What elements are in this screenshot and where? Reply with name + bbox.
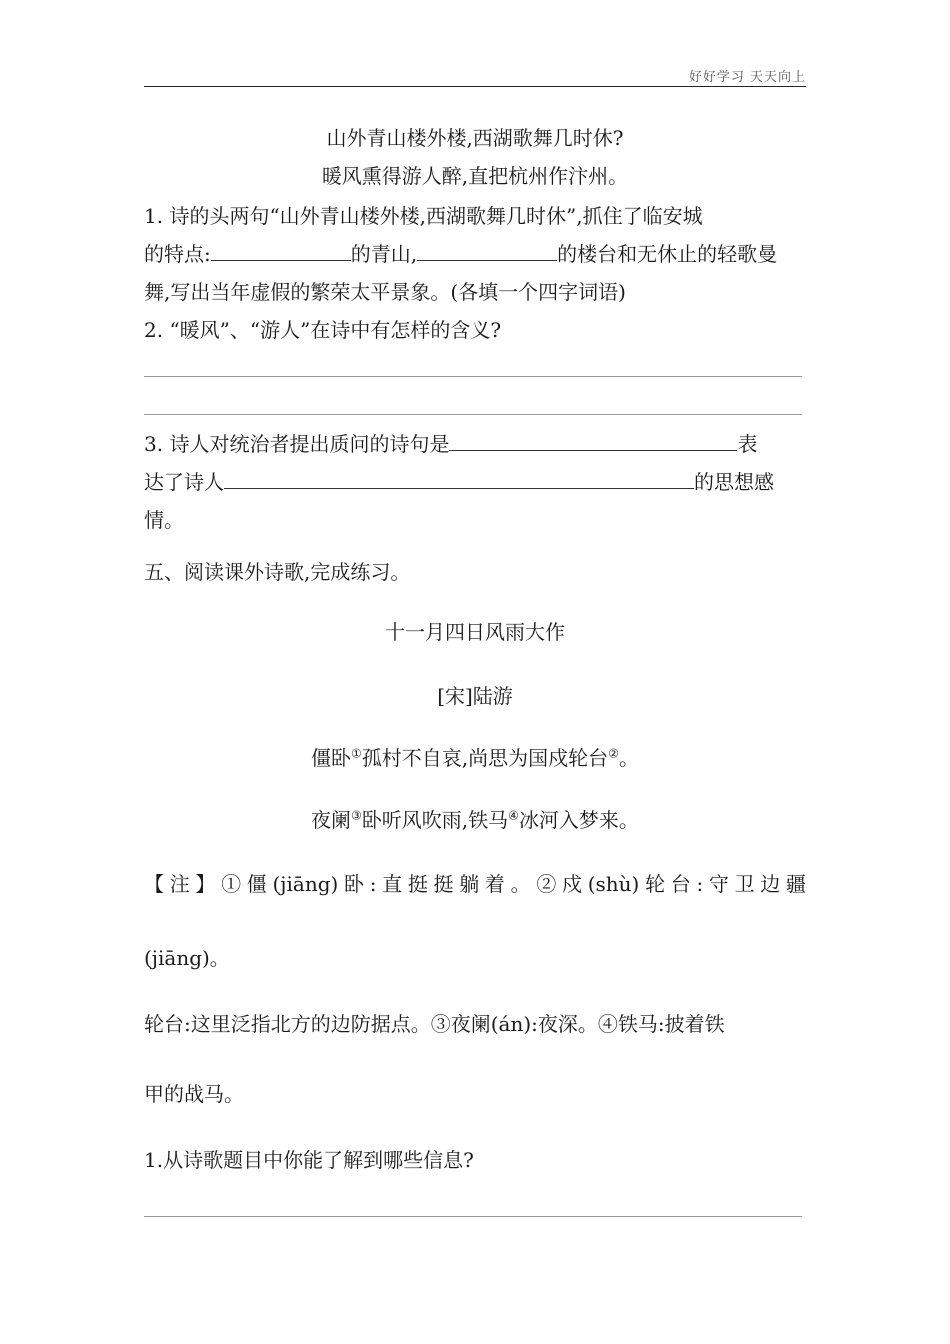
- page-header-motto: 好好学习 天天向上: [688, 70, 806, 85]
- q3-line1-suffix: 表: [737, 432, 758, 456]
- poem2-line2-c: 冰河入梦来。: [518, 808, 639, 832]
- poem1-line2: 暖风熏得游人醉,直把杭州作汴州。: [321, 164, 629, 188]
- footnote-marker-2: ②: [608, 746, 619, 761]
- footnote-marker-1: ①: [351, 746, 362, 761]
- poem2-line2-b: 卧听风吹雨,铁马: [361, 808, 509, 832]
- poem2-line1-b: 孤村不自哀,尚思为国戍轮台: [361, 746, 609, 770]
- q1-line2-middle: 的青山,: [350, 242, 418, 266]
- q3-line2-suffix: 的思想感: [694, 470, 774, 494]
- q2-answer-line-2[interactable]: [144, 414, 802, 415]
- poem2-line2-a: 夜阑: [311, 808, 352, 832]
- poem2-line1-a: 僵卧: [311, 746, 352, 770]
- q1-line2: [144, 242, 806, 266]
- q3-line1: [144, 432, 806, 456]
- poem2-author: [宋]陆游: [437, 684, 513, 708]
- notes-line3: 轮台:这里泛指北方的边防据点。③夜阑(án):夜深。④铁马:披着铁: [144, 1012, 725, 1036]
- q3-line2: [144, 470, 806, 494]
- q1-line3: 舞,写出当年虚假的繁荣太平景象。(各填一个四字词语): [144, 280, 626, 304]
- q1-line2-prefix: 的特点:: [144, 242, 211, 266]
- footnote-marker-3: ③: [351, 808, 362, 823]
- q1-line2-suffix: 的楼台和无休止的轻歌曼: [557, 242, 778, 266]
- q3-line1-prefix: 3. 诗人对统治者提出质问的诗句是: [144, 432, 450, 456]
- q3-blank-2[interactable]: [224, 470, 694, 489]
- poem1-line1: 山外青山楼外楼,西湖歌舞几时休?: [326, 126, 624, 150]
- q2-answer-line-1[interactable]: [144, 376, 802, 377]
- p2-q1-answer-line[interactable]: [144, 1216, 802, 1217]
- p2-q1-text: 1.从诗歌题目中你能了解到哪些信息?: [144, 1148, 474, 1172]
- q2-text: 2. “暖风”、“游人”在诗中有怎样的含义?: [144, 318, 502, 342]
- section5-heading: 五、阅读课外诗歌,完成练习。: [144, 560, 411, 584]
- poem2-line1-c: 。: [618, 746, 639, 770]
- poem2-line2: [144, 808, 806, 832]
- footnote-marker-4: ④: [508, 808, 519, 823]
- header-rule: [144, 86, 806, 87]
- q1-blank-1[interactable]: [211, 242, 351, 261]
- q3-line3: 情。: [144, 508, 184, 532]
- notes-line1: 【注】①僵(jiāng)卧:直挺挺躺着。②戍(shù)轮台:守卫边疆: [144, 872, 806, 896]
- poem2-title: 十一月四日风雨大作: [385, 620, 565, 644]
- notes-line4: 甲的战马。: [144, 1082, 244, 1106]
- poem2-line1: [144, 746, 806, 770]
- q3-line2-prefix: 达了诗人: [144, 470, 224, 494]
- q3-blank-1[interactable]: [449, 432, 737, 451]
- q1-blank-2[interactable]: [417, 242, 557, 261]
- q1-line1: 1. 诗的头两句“山外青山楼外楼,西湖歌舞几时休”,抓住了临安城: [144, 204, 703, 228]
- notes-line2: (jiāng)。: [144, 946, 230, 970]
